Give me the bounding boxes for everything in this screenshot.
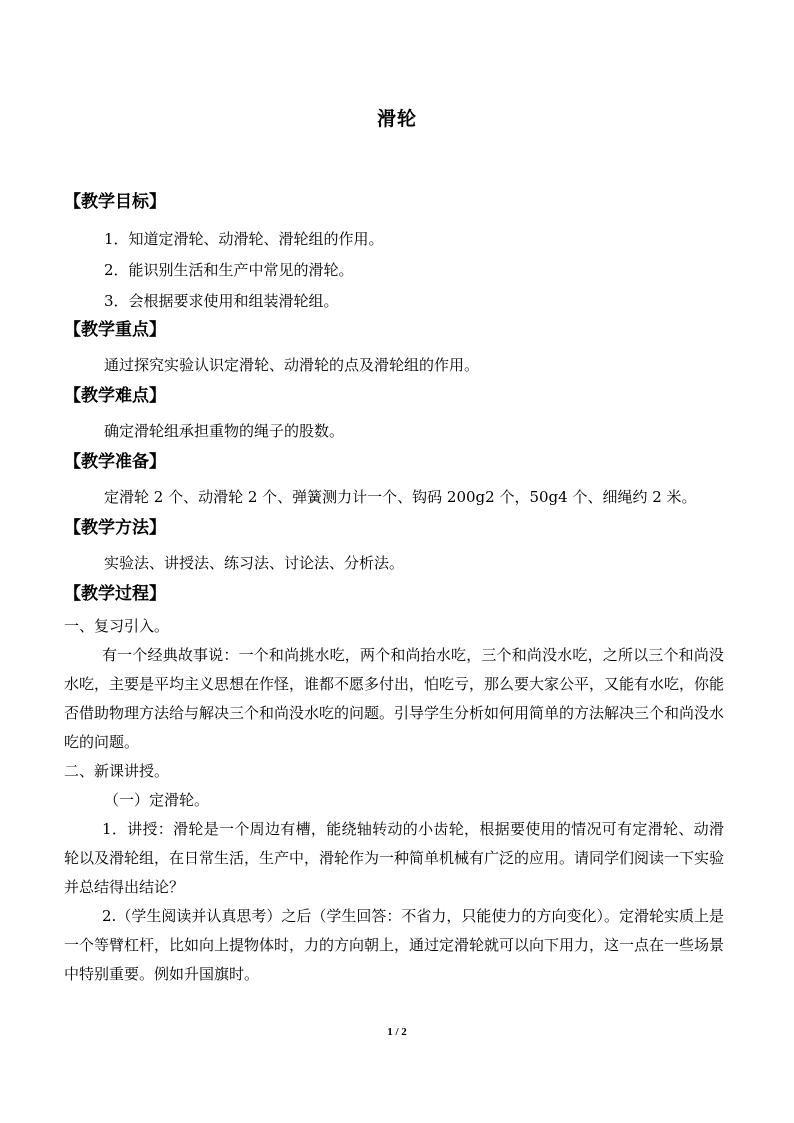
section-heading-objectives: 【教学目标】 (64, 192, 166, 212)
key-points-text: 通过探究实验认识定滑轮、动滑轮的点及滑轮组的作用。 (104, 356, 480, 374)
process-sub1-p2: 2.（学生阅读并认真思考）之后（学生回答：不省力，只能使力的方向变化）。定滑轮实质上是一个等臂杠杆，比如向上提物体时，力的方向朝上，通过定滑轮就可以向下用力，这一点在一些场景中特别重要。例如升国旗时。 (64, 907, 725, 983)
section-heading-methods: 【教学方法】 (64, 518, 166, 538)
objective-item: 1．知道定滑轮、动滑轮、滑轮组的作用。 (104, 230, 384, 248)
process-part2-title: 二、新课讲授。 (64, 762, 170, 780)
section-heading-process: 【教学过程】 (64, 584, 166, 604)
document-body (64, 188, 724, 989)
process-sub1-p1: 1．讲授：滑轮是一个周边有槽，能绕轴转动的小齿轮，根据要使用的情况可有定滑轮、动滑轮以及滑轮组，在日常生活，生产中，滑轮作为一种简单机械有广泛的应用。请同学们阅读一下实验并总结得出结论？ (64, 820, 725, 896)
process-part1-text: 有一个经典故事说：一个和尚挑水吃，两个和尚抬水吃，三个和尚没水吃，之所以三个和尚没水吃，主要是平均主义思想在作怪，谁都不愿多付出，怕吃亏，那么要大家公平，又能有水吃，你能否借助物理方法给与解决三个和尚没水吃的问题。引导学生分析如何用简单的方法解决三个和尚没水吃的问题。 (64, 646, 725, 751)
preparation-text: 定滑轮 2 个、动滑轮 2 个、弹簧测力计一个、钩码 200g2 个，50g4 个、细绳约 2 米。 (104, 488, 697, 506)
section-heading-key-points: 【教学重点】 (64, 320, 166, 340)
process-part1-title: 一、复习引入。 (64, 617, 170, 635)
section-heading-preparation: 【教学准备】 (64, 452, 166, 472)
page-number: 1 / 2 (387, 1026, 407, 1038)
process-sub1-title: （一）定滑轮。 (104, 791, 210, 809)
objective-item: 2．能识别生活和生产中常见的滑轮。 (104, 261, 354, 279)
difficulties-text: 确定滑轮组承担重物的绳子的股数。 (104, 422, 345, 440)
section-heading-difficulties: 【教学难点】 (64, 386, 166, 406)
methods-text: 实验法、讲授法、练习法、讨论法、分析法。 (104, 554, 405, 572)
objective-item: 3．会根据要求使用和组装滑轮组。 (104, 292, 339, 310)
page-title: 滑轮 (376, 108, 417, 130)
